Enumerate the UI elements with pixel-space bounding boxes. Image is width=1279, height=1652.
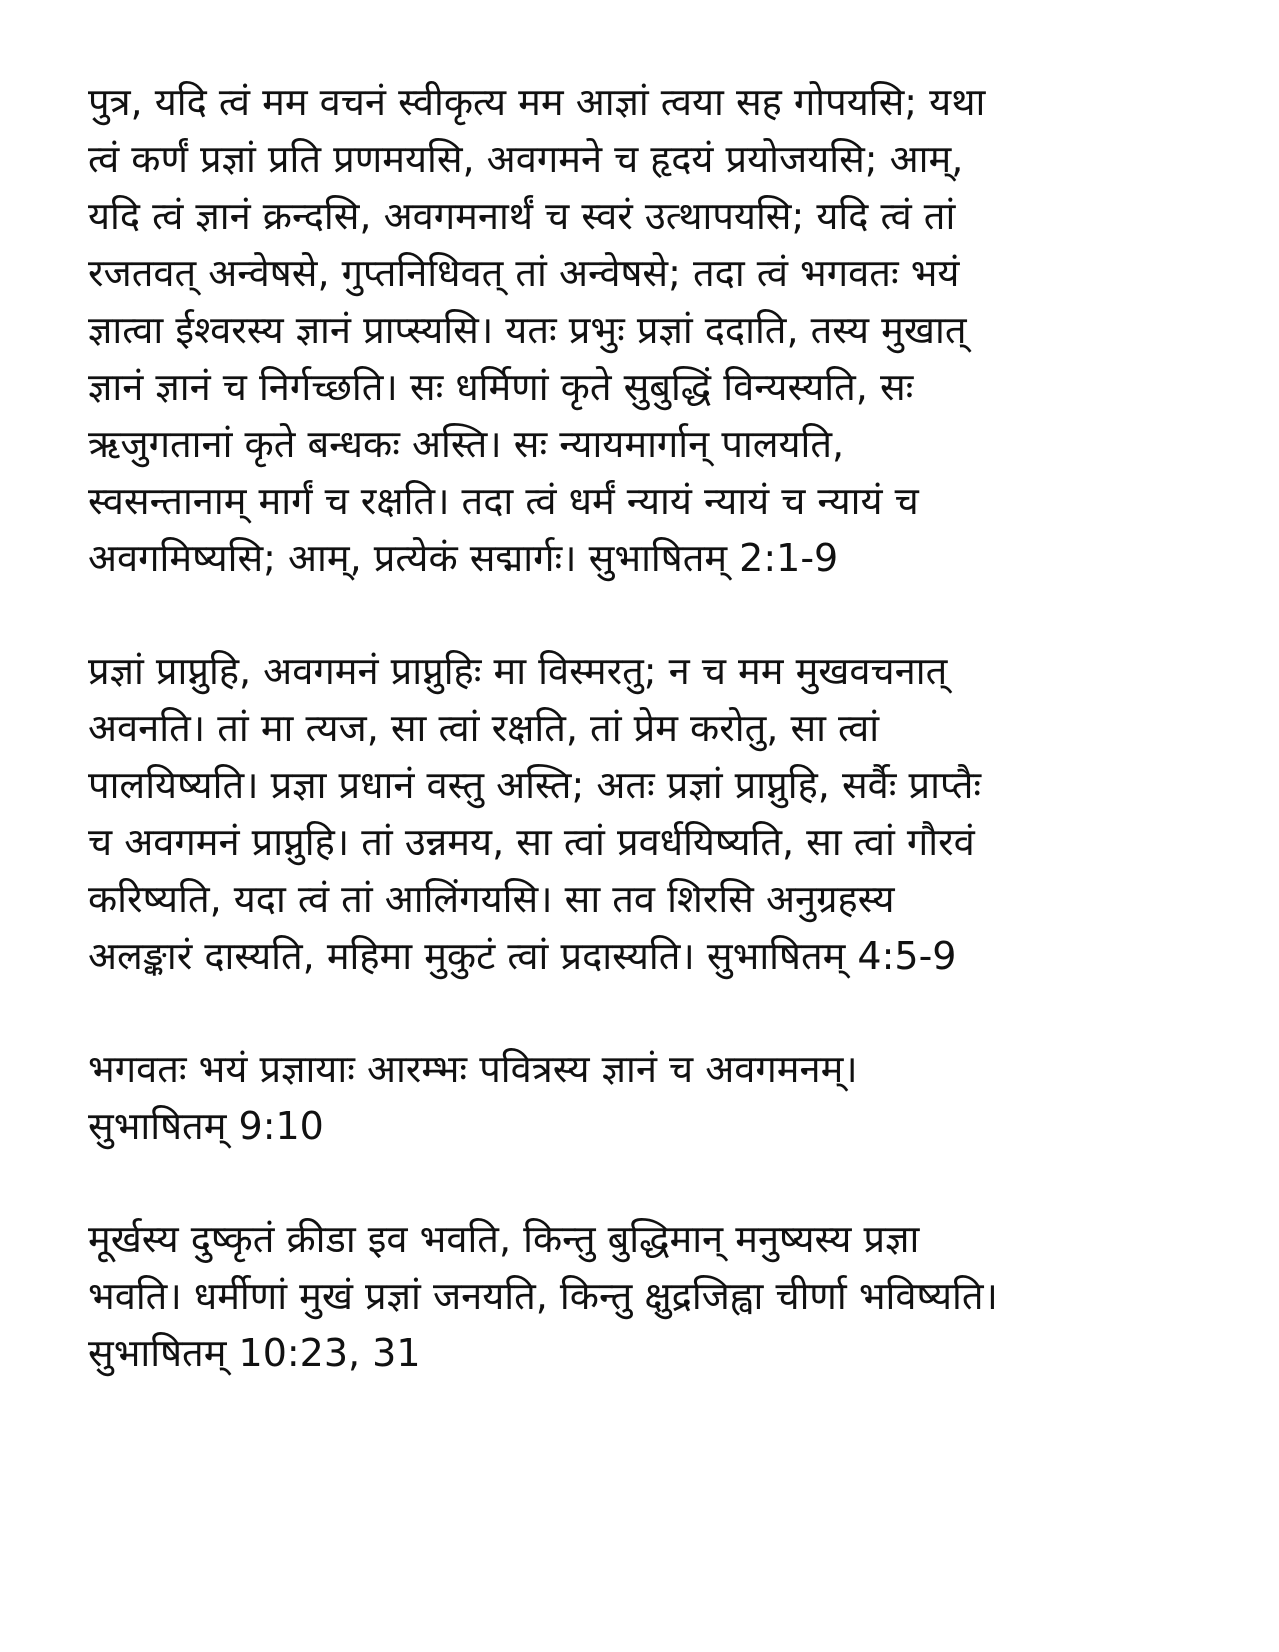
text-line: भगवतः भयं प्रज्ञायाः आरम्भः पवित्रस्य ज्ञानं च अवगमनम्। [88, 1047, 858, 1091]
text-line: सुभाषितम् 10:23, 31 [88, 1331, 421, 1375]
text-line: त्वं कर्णं प्रज्ञां प्रति प्रणमयसि, अवगमने च हृदयं प्रयोजयसि; आम्, [88, 137, 964, 181]
document-page [88, 74, 1208, 1438]
text-line: ज्ञात्वा ईश्वरस्य ज्ञानं प्राप्स्यसि। यतः प्रभुः प्रज्ञां ददाति, तस्य मुखात् [88, 308, 967, 352]
text-line: यदि त्वं ज्ञानं क्रन्दसि, अवगमनार्थं च स्वरं उत्थापयसि; यदि त्वं तां [88, 194, 956, 238]
text-line: पुत्र, यदि त्वं मम वचनं स्वीकृत्य मम आज्ञां त्वया सह गोपयसि; यथा [88, 80, 986, 124]
text-line: रजतवत् अन्वेषसे, गुप्तनिधिवत् तां अन्वेषसे; तदा त्वं भगवतः भयं [88, 251, 960, 295]
text-line: प्रज्ञां प्राप्नुहि, अवगमनं प्राप्नुहिः मा विस्मरतु; न च मम मुखवचनात् [88, 649, 948, 693]
text-line: पालयिष्यति। प्रज्ञा प्रधानं वस्तु अस्ति; अतः प्रज्ञां प्राप्नुहि, सर्वैः प्राप्तैः [88, 763, 982, 807]
paragraph-2 [88, 643, 1208, 985]
paragraph-4 [88, 1211, 1208, 1382]
text-line: अलङ्कारं दास्यति, महिमा मुकुटं त्वां प्रदास्यति। सुभाषितम् 4:5-9 [88, 934, 957, 978]
paragraph-1 [88, 74, 1208, 587]
text-line: अवनति। तां मा त्यज, सा त्वां रक्षति, तां प्रेम करोतु, सा त्वां [88, 706, 880, 750]
text-line: करिष्यति, यदा त्वं तां आलिंगयसि। सा तव शिरसि अनुग्रहस्य [88, 877, 895, 921]
text-line: भवति। धर्मीणां मुखं प्रज्ञां जनयति, किन्तु क्षुद्रजिह्वा चीर्णा भविष्यति। [88, 1274, 998, 1318]
paragraph-3 [88, 1041, 1208, 1155]
text-line: अवगमिष्यसि; आम्, प्रत्येकं सद्मार्गः। सुभाषितम् 2:1-9 [88, 536, 839, 580]
text-line: सुभाषितम् 9:10 [88, 1104, 324, 1148]
text-line: स्वसन्तानाम् मार्गं च रक्षति। तदा त्वं धर्मं न्यायं न्यायं च न्यायं च [88, 479, 919, 523]
text-line: ऋजुगतानां कृते बन्धकः अस्ति। सः न्यायमार्गान् पालयति, [88, 422, 845, 466]
text-line: च अवगमनं प्राप्नुहि। तां उन्नमय, सा त्वां प्रवर्धयिष्यति, सा त्वां गौरवं [88, 820, 975, 864]
text-line: ज्ञानं ज्ञानं च निर्गच्छति। सः धर्मिणां कृते सुबुद्धिं विन्यस्यति, सः [88, 365, 914, 409]
text-line: मूर्खस्य दुष्कृतं क्रीडा इव भवति, किन्तु बुद्धिमान् मनुष्यस्य प्रज्ञा [88, 1217, 920, 1261]
